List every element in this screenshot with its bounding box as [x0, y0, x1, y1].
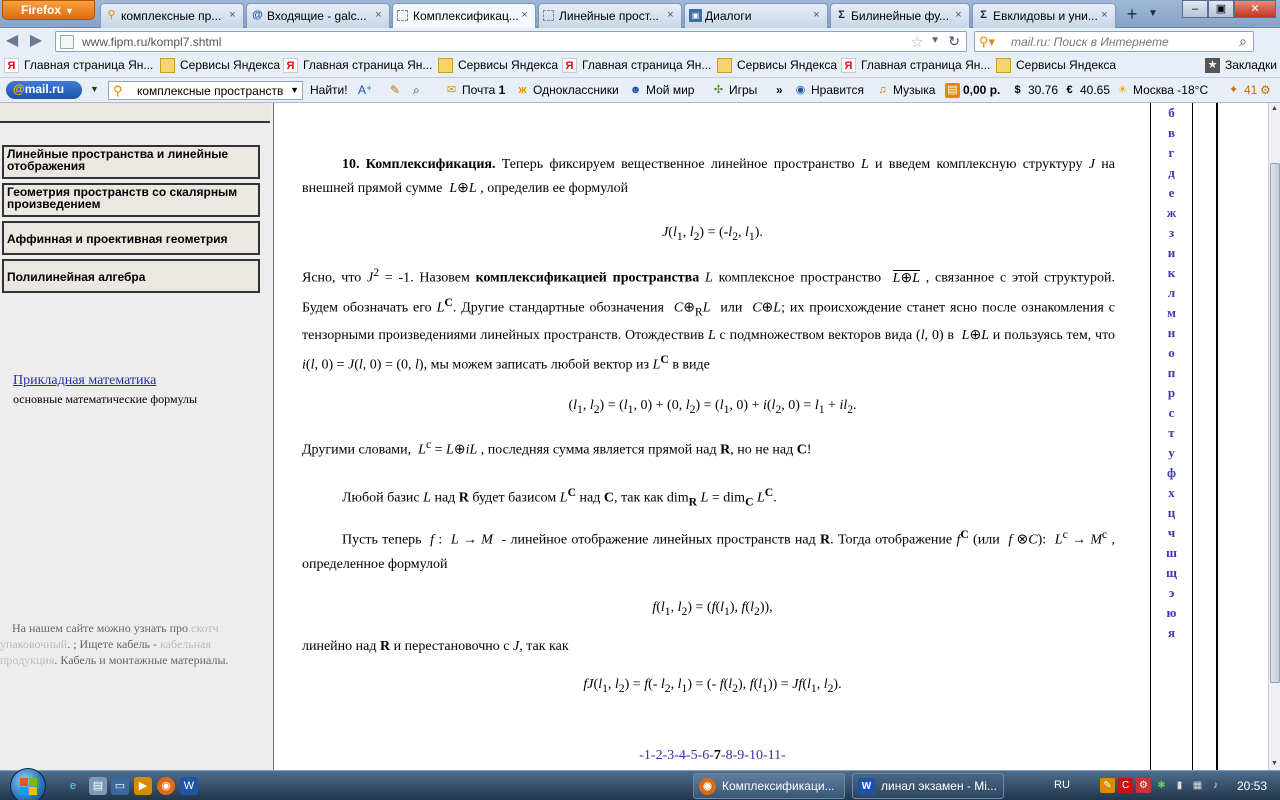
tab-4[interactable] — [684, 3, 828, 28]
word-icon: W — [858, 778, 875, 795]
taskbar — [0, 770, 1280, 800]
balance-button[interactable] — [945, 83, 1000, 97]
folder-icon — [717, 58, 732, 73]
yandex-icon: Я — [562, 58, 577, 73]
page-link[interactable]: 2 — [655, 748, 663, 763]
likes-button[interactable] — [793, 83, 864, 97]
people-icon: ☻ — [629, 84, 642, 96]
windows-logo-icon — [20, 778, 37, 795]
music-label: Музыка — [893, 83, 936, 97]
alphabet-letter[interactable]: е — [1168, 185, 1175, 200]
usd-value: 30.76 — [1028, 83, 1059, 97]
like-icon: ◉ — [795, 84, 806, 96]
likes-label: Нравится — [811, 83, 864, 97]
alphabet-letter[interactable]: ц — [1167, 505, 1176, 520]
search-placeholder: mail.ru: Поиск в Интернете — [1011, 35, 1169, 49]
tab-2-active[interactable] — [392, 3, 536, 29]
bookmarks-menu[interactable] — [1205, 58, 1277, 72]
tab-1[interactable] — [246, 3, 390, 28]
zoom-icon[interactable]: ⌕ — [413, 83, 420, 97]
bookmark-label: Сервисы Яндекса — [1016, 58, 1117, 72]
formula-commute: $fJ(l_1$, $l_2) = f(-$ $l_2$, $l_1$) = (- $f(l_2)$, $f(l_1)) = Jf(l_1$, $l_2$). — [583, 677, 842, 695]
explorer-icon[interactable]: ▤ — [89, 777, 107, 795]
sidebar-item-label: Полилинейная алгебра — [7, 270, 146, 284]
page-link[interactable]: 4 — [678, 748, 686, 763]
scroll-thumb[interactable] — [1270, 163, 1280, 683]
envelope-icon: ✉ — [446, 84, 457, 96]
tab-label: Комплексификац... — [413, 9, 519, 23]
firefox-menu-button[interactable] — [2, 0, 95, 20]
pagination: -1-2-3-4-5-6-7-8-9-10-11- — [639, 748, 786, 763]
firefox-menu-label: Firefox — [21, 3, 62, 17]
task-label: Комплексификаци... — [722, 779, 835, 793]
page-link[interactable]: 3 — [667, 748, 675, 763]
alphabet-letter[interactable]: ф — [1167, 465, 1176, 480]
formula-decomposition: ($l_1$, $l_2) = (l_1$, 0) + (0, $l_2) = (l_1$, $0) + i(l_2$, $0) = l_1 + il_2$. — [568, 398, 857, 416]
bookmark-label: Сервисы Яндекса — [737, 58, 838, 72]
section-title: Комплексификация. — [365, 157, 496, 172]
scroll-down-icon[interactable]: ▼ — [1271, 760, 1278, 767]
tab-0[interactable] — [100, 3, 244, 28]
tab-label: комплексные пр... — [121, 9, 222, 23]
new-tab-button[interactable]: + — [1126, 4, 1138, 24]
games-icon: ✣ — [713, 84, 724, 96]
mailru-logo[interactable] — [6, 81, 82, 99]
alphabet-letter[interactable]: ю — [1166, 605, 1177, 620]
bookmarks-toolbar — [0, 54, 1280, 78]
music-icon: ♫ — [878, 84, 887, 96]
page-icon — [543, 10, 554, 21]
bookmarks-icon: ★ — [1205, 58, 1220, 73]
page-link[interactable]: 1 — [643, 748, 651, 763]
tab-bar — [0, 0, 1280, 28]
alphabet-letter[interactable]: я — [1167, 625, 1176, 640]
alphabet-letter[interactable]: б — [1168, 105, 1175, 120]
folder-icon — [996, 58, 1011, 73]
page-link[interactable]: 9 — [737, 748, 745, 763]
yandex-icon: Я — [4, 58, 19, 73]
close-icon[interactable]: × — [1101, 9, 1108, 21]
tab-label: Входящие - galc... — [267, 9, 367, 23]
history-dropdown-icon[interactable]: ▼ — [930, 35, 940, 46]
alphabet-letter[interactable]: п — [1167, 365, 1176, 380]
tab-label: Линейные прост... — [559, 9, 659, 23]
mail-label: Почта — [462, 83, 496, 97]
close-icon[interactable]: × — [229, 9, 236, 21]
mail-button[interactable] — [444, 83, 505, 97]
tab-label: Диалоги — [705, 9, 752, 23]
tab-5[interactable] — [830, 3, 970, 28]
page-link[interactable]: 11 — [767, 748, 782, 763]
current-page: 7 — [713, 748, 721, 763]
sidebar-item-label: Аффинная и проективная геометрия — [7, 232, 228, 246]
paragraph-intro: 10. Комплексификация. Теперь фиксируем вещественное линейное пространство L и введем комплексную структуру J на внешней прямой сумме L⊕L , определив ее формулой — [302, 157, 1115, 196]
bookmark-label: Закладки — [1225, 58, 1277, 72]
left-sidebar — [0, 103, 274, 770]
alphabet-letter[interactable]: в — [1167, 125, 1176, 140]
eur-value: 40.65 — [1080, 83, 1111, 97]
navigation-bar — [0, 28, 1280, 54]
weather-value: Москва -18°С — [1133, 83, 1209, 97]
bookmark-label: Сервисы Яндекса — [458, 58, 559, 72]
back-button[interactable]: ◀ — [5, 32, 19, 49]
alphabet-letter[interactable]: у — [1168, 445, 1175, 460]
alphabet-letter[interactable]: с — [1168, 405, 1175, 420]
forward-button[interactable]: ▶ — [29, 32, 43, 49]
tray-icon[interactable]: C — [1118, 778, 1133, 793]
ie-icon[interactable]: e — [69, 780, 77, 792]
tray-icon[interactable]: ⚙ — [1136, 778, 1151, 793]
mailru-at: @ — [13, 82, 25, 96]
page-icon — [397, 10, 408, 21]
ad-text-post: . Кабель и монтажные материалы. — [54, 653, 229, 667]
ad-text — [0, 620, 265, 668]
sidebar-item-scalar-product[interactable] — [2, 183, 260, 217]
ad-link-tape[interactable]: скотч упаковочный — [0, 621, 219, 651]
ad-text-pre: На нашем сайте можно узнать про — [12, 621, 192, 635]
eur-rate[interactable] — [1062, 83, 1110, 97]
bookmark-item[interactable] — [4, 58, 153, 72]
right-strip — [1193, 103, 1268, 770]
folder-icon — [438, 58, 453, 73]
sigma-icon: Σ — [980, 9, 987, 21]
paragraph-complexification: Ясно, что $J^2 = -1$. Назовем комплексификацией пространства L комплексное пространство L⊕L , связанное с этой структурой. Будем обозначать его $L^C$. Другие стандартные обозначения $C\oplus_RL$ или C⊕L; их происхождение станет ясно после ознакомления с тензорными произведениями линейных пространств. Отождествив L с подмножеством векторов вида (l, 0) в L⊕L и пользуясь тем, что i(l, 0) = J(l, 0) = (0, l), мы можем записать любой вектор из $L^C$ в виде — [302, 266, 1115, 373]
font-icon[interactable]: A⁺ — [358, 83, 373, 97]
vk-icon: ▣ — [689, 9, 702, 22]
alphabet-letter[interactable]: и — [1167, 245, 1176, 260]
page-link[interactable]: 10 — [748, 748, 763, 763]
alphabet-letter[interactable]: х — [1168, 485, 1175, 500]
music-button[interactable] — [875, 83, 935, 97]
bookmark-item[interactable] — [562, 58, 711, 72]
media-player-icon[interactable]: ▶ — [134, 777, 152, 795]
sidebar-item-label: Геометрия пространств со скалярным произведением — [7, 185, 238, 211]
bookmark-label: Сервисы Яндекса — [180, 58, 281, 72]
start-button[interactable] — [10, 768, 46, 800]
alphabet-letter[interactable]: л — [1167, 285, 1176, 300]
alphabet-letter[interactable]: д — [1168, 165, 1175, 180]
maximize-button[interactable]: ▣ — [1208, 0, 1234, 18]
firefox-icon: ◉ — [699, 778, 716, 795]
window-close-button[interactable]: ✕ — [1234, 0, 1276, 18]
address-bar[interactable] — [55, 31, 967, 52]
bookmark-item[interactable] — [283, 58, 432, 72]
games-button[interactable] — [711, 83, 757, 97]
alphabet-letter[interactable]: щ — [1166, 565, 1177, 580]
sidebar-item-label: Линейные пространства и линейные отображения — [7, 147, 229, 173]
firefox-icon[interactable]: ◉ — [157, 777, 175, 795]
alphabet-letter[interactable]: э — [1168, 585, 1175, 600]
sun-icon: ☀ — [1117, 84, 1128, 96]
alphabet-letter[interactable]: ч — [1167, 525, 1176, 540]
settings-gear-icon[interactable]: ⚙ — [1260, 83, 1271, 97]
reload-icon[interactable]: ↻ — [948, 33, 960, 49]
network-icon[interactable]: ▦ — [1192, 780, 1203, 791]
word-icon[interactable]: W — [180, 777, 198, 795]
close-icon[interactable]: × — [667, 9, 674, 21]
mailru-toolbar — [0, 78, 1280, 103]
odnoklassniki-button[interactable] — [515, 83, 619, 97]
formula-fC: $f(l_1$, $l_2) = (f(l_1)$, $f(l_2)$), — [652, 600, 773, 618]
tray-icon[interactable]: ▮ — [1176, 780, 1183, 791]
chevron-down-icon[interactable]: ▼ — [90, 84, 99, 94]
vertical-scrollbar[interactable] — [1268, 103, 1280, 770]
close-icon[interactable]: × — [521, 9, 528, 21]
search-icon[interactable]: ⌕ — [1239, 33, 1247, 49]
tab-label: Билинейные фу... — [851, 9, 950, 23]
clock[interactable]: 20:53 — [1237, 779, 1268, 793]
ad-link-cable[interactable]: кабельная продукция — [0, 637, 212, 667]
mailru-search-value: комплексные пространств — [137, 84, 284, 98]
highlighter-icon[interactable]: ✎ — [390, 83, 401, 97]
usd-rate[interactable] — [1010, 83, 1058, 97]
bookmark-label: Главная страница Ян... — [24, 58, 154, 72]
sidebar-top-box — [0, 103, 270, 123]
alphabet-letter[interactable]: т — [1168, 425, 1175, 440]
page-content — [0, 103, 1268, 770]
bookmark-label: Главная страница Ян... — [861, 58, 991, 72]
mymir-label: Мой мир — [646, 83, 695, 97]
alphabet-letter[interactable]: м — [1167, 305, 1176, 320]
alphabet-letter[interactable]: р — [1167, 385, 1176, 400]
ad-text-mid: . ; Ищете кабель - — [67, 637, 161, 651]
yandex-icon: ⚲ — [107, 9, 116, 21]
chevron-down-icon: ▼ — [65, 6, 74, 16]
sidebar-item-linear-spaces[interactable] — [2, 145, 260, 179]
sidebar-item-affine-geometry[interactable] — [2, 221, 260, 255]
alphabet-letter[interactable]: о — [1168, 345, 1175, 360]
search-bar[interactable] — [974, 31, 1254, 52]
alphabet-letter[interactable]: з — [1168, 225, 1175, 240]
mymir-button[interactable] — [628, 83, 694, 97]
bookmark-folder[interactable] — [438, 58, 558, 72]
euro-icon: € — [1066, 84, 1073, 96]
scroll-up-icon[interactable]: ▲ — [1271, 105, 1278, 112]
close-icon[interactable]: × — [375, 9, 382, 21]
site-identity-icon[interactable] — [60, 35, 74, 49]
taskbar-item-word[interactable] — [852, 773, 1004, 799]
mail-count: 1 — [498, 83, 506, 97]
sidebar-item-multilinear-algebra[interactable] — [2, 259, 260, 293]
volume-icon[interactable]: ♪ — [1213, 780, 1218, 791]
paragraph-mapping: Пусть теперь f : L → M - линейное отображение линейных пространств над R. Тогда отображение $f^C$ (или f ⊗C): $L^c \to M^c$ , определенное формулой — [302, 528, 1116, 572]
more-chevron[interactable]: » — [776, 83, 783, 97]
bookmark-label: Главная страница Ян... — [303, 58, 433, 72]
bookmark-star-icon[interactable]: ☆ — [910, 34, 924, 51]
weather-button[interactable] — [1115, 83, 1208, 97]
section-number: 10. — [342, 157, 360, 172]
bookmark-label: Главная страница Ян... — [582, 58, 712, 72]
notification-count: 41 — [1244, 83, 1258, 97]
alphabet-letter[interactable]: н — [1167, 325, 1176, 340]
balance-value: 0,00 р. — [963, 83, 1001, 97]
wallet-icon: ▤ — [945, 83, 960, 98]
taskbar-item-firefox[interactable] — [693, 773, 845, 799]
applied-math-link[interactable]: Прикладная математика — [13, 373, 157, 388]
folder-icon — [160, 58, 175, 73]
page-link[interactable]: 8 — [725, 748, 733, 763]
tab-3[interactable] — [538, 3, 682, 28]
url-text: www.fipm.ru/kompl7.shtml — [82, 35, 222, 49]
language-indicator[interactable]: RU — [1054, 779, 1070, 791]
alphabet-letter[interactable]: к — [1167, 265, 1176, 280]
desktop-icon[interactable]: ▭ — [111, 777, 129, 795]
yandex-icon: Я — [841, 58, 856, 73]
tab-list-icon[interactable]: ▼ — [1148, 8, 1158, 19]
article — [275, 103, 1150, 770]
tab-6[interactable] — [972, 3, 1116, 28]
alphabet-index — [1150, 103, 1193, 770]
yandex-icon: Я — [283, 58, 298, 73]
bookmark-folder[interactable] — [996, 58, 1116, 72]
ok-label: Одноклассники — [533, 83, 619, 97]
mail-icon: @ — [252, 9, 263, 21]
task-label: линал экзамен - Mi... — [881, 779, 997, 793]
mailru-logo-text: mail.ru — [24, 82, 65, 96]
mailru-search-input[interactable] — [108, 81, 303, 100]
tray-icon[interactable]: ✱ — [1157, 780, 1166, 791]
dollar-icon: $ — [1014, 84, 1021, 96]
bookmark-folder[interactable] — [160, 58, 280, 72]
bell-icon: ✦ — [1228, 84, 1239, 96]
divider — [1216, 103, 1218, 770]
tray-icon[interactable]: ✎ — [1100, 778, 1115, 793]
sigma-icon: Σ — [838, 9, 845, 21]
bookmark-item[interactable] — [841, 58, 990, 72]
ok-icon: ж — [518, 84, 527, 96]
page-link[interactable]: 6 — [702, 748, 710, 763]
games-label: Игры — [729, 83, 758, 97]
alphabet-letter[interactable]: г — [1168, 145, 1175, 160]
page-link[interactable]: 5 — [690, 748, 698, 763]
applied-math-description: основные математические формулы — [13, 392, 198, 406]
minimize-button[interactable]: – — [1182, 0, 1208, 18]
paragraph-linear: линейно над R и перестановочно с J, так как — [302, 639, 569, 654]
find-button[interactable]: Найти! — [310, 83, 348, 97]
search-icon: ⚲ — [113, 83, 123, 98]
chevron-down-icon[interactable]: ▼ — [290, 85, 299, 95]
bookmark-folder[interactable] — [717, 58, 837, 72]
search-engine-icon[interactable]: ⚲▾ — [979, 34, 996, 49]
notifications-button[interactable] — [1226, 83, 1257, 97]
alphabet-letter[interactable]: ж — [1166, 205, 1177, 220]
paragraph-direct-sum: Другими словами, $L^c$ = L⊕iL , последняя сумма является прямой над R, но не над C! — [302, 438, 812, 458]
paragraph-basis: Любой базис L над R будет базисом $L^C$ над C, так как dim$_R$ L = dim$_C$ $L^C$. — [342, 486, 777, 509]
formula-J: $J(l_1$, $l_2) = (-l_2$, $l_1$). — [662, 225, 763, 243]
tab-label: Евклидовы и уни... — [993, 9, 1098, 23]
close-icon[interactable]: × — [813, 9, 820, 21]
close-icon[interactable]: × — [955, 9, 962, 21]
alphabet-letter[interactable]: ш — [1166, 545, 1177, 560]
